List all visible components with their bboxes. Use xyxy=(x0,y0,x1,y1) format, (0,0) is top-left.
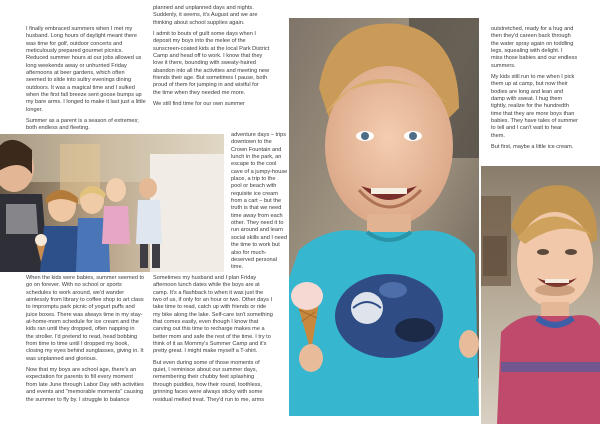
boy-with-ice-cream-cone-photo xyxy=(289,18,479,416)
paragraph: adventure days – trips downtown to the Crown Fountain and lunch in the park, an escape to the cool cave of a jumpy-house place, a trip to the pool or beach with requisite ice cream from a cart – but the truth is that we need time away from each other. They need it to run around and learn social skills and I need the time to work but also for much- deserved personal time. xyxy=(231,132,288,271)
paragraph: But even during some of those moments of quiet, I reminisce about our summer days, remembering their chubby feet splashing through puddles, how their round, toothless, grinning faces were always sticky with some residual melted treat. They'd run to me, arms xyxy=(153,359,265,403)
article-column-3 xyxy=(491,26,599,156)
paragraph: We still find time for our own summer xyxy=(153,101,245,108)
paragraph: When the kids were babies, summer seemed to go on forever. With no school or sports schedules to work around, we'd wander aimlessly from library to coffee shop to art class to impromptu park picnic of yogurt puffs and juice boxes. There was always time in my stay- at-home-mom schedule for ice cream and the kids ran until they dropped, often napping in the stroller. I'd pretend to read, head bobbing from time to time until I dropped my book, closing my eyes behind sunglasses, giving in. It was unplanned and glorious. xyxy=(26,275,145,362)
paragraph: planned and unplanned days and nights. Suddenly, it seems, it's August and we are thinking about school supplies again. xyxy=(153,5,258,26)
article-column-2-top xyxy=(153,5,289,108)
article-column-1-top xyxy=(26,26,154,137)
grinning-boy-photo xyxy=(481,166,600,424)
paragraph: Now that my boys are school age, there's an expectation for parents to fill every moment from late June through Labor Day with activities and events and "memorable moments" causing the summer to fly by. I struggle to balance xyxy=(26,367,144,403)
paragraph: outstretched, ready for a hug and then they'd careen back through the water spray again on toddling legs, squealing with delight. I miss those babies and our endless summers. xyxy=(491,26,578,69)
paragraph: I finally embraced summers when I met my husband. Long hours of daylight meant there was time for golf, outdoor concerts and meticulously prepared gourmet picnics. Reduced summer hours at our jobs allowed us long weekends away or unhurried Friday afternoons at beer gardens, which often seemed to slide into sultry evenings dining outdoors. It was a magical time and I sulked when the first fall breeze sent goose bumps up my bare arms. I longed to make it last just a little longer. xyxy=(26,26,146,113)
article-column-2-bottom xyxy=(153,275,289,408)
article-column-1-bottom xyxy=(26,275,154,408)
family-ice-cream-photo xyxy=(0,134,224,272)
paragraph: Sometimes my husband and I plan Friday afternoon lunch dates while the boys are at camp. It's a flashback to when it was just the two of us, if only for an hour or two. Other days I take time to read, catch up with friends or ride my bike along the lake. Self-care isn't something that comes easily, even though I know that carving out this time to recharge makes me a better mom and safe the rest of the time. I try to think of it as Mommy's Summer Camp and it's pretty great. I might make myself a T-shirt. xyxy=(153,275,273,355)
paragraph: But first, maybe a little ice cream. xyxy=(491,144,574,151)
paragraph: I admit to bouts of guilt some days when I deposit my boys into the melee of the sunscreen-coated kids at the local Park District Camp and head off to work. I know that they love it there, bounding with sweaty-haired abandon into all the activities and meeting new friends their age. But sometimes I pause, both proud of them for jumping in and wistful for the time when they needed me more. xyxy=(153,31,270,96)
paragraph: My kids still run to me when I pick them up at camp, but now their bodies are long and lean and damp with sweat. I hug them tightly, realize for the hundredth time that they are more boys than babies. They have tales of summer to tell and I can't wait to hear them. xyxy=(491,74,578,139)
article-column-2-wrap xyxy=(231,132,289,276)
paragraph: Summer as a parent is a season of extremes; both endless and fleeting. xyxy=(26,118,139,132)
